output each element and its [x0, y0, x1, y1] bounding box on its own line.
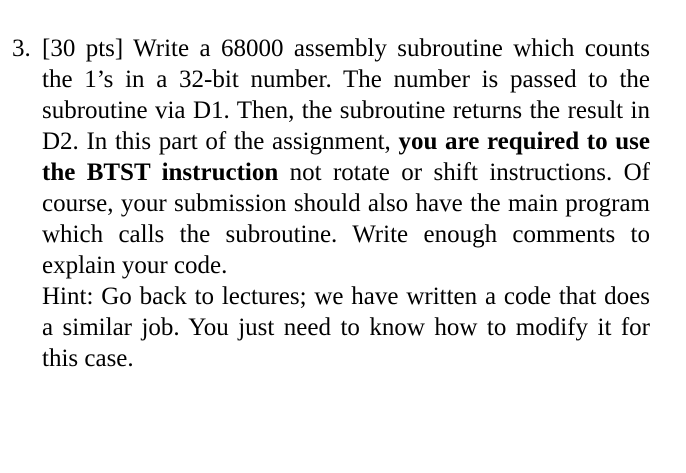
question-body: [42, 33, 650, 374]
prompt-text-before: Write a 68000 assembly subroutine which counts the 1’s in a 32-bit number. The number is passed to the subroutine via D1. Then, the subroutine returns the result in D2. In this part of the assignment,: [42, 35, 650, 155]
prompt-text-after: not rotate or shift instructions. Of course, your submission should also have the main program which calls the subroutine. Write enough comments to explain your code.: [42, 159, 650, 279]
question-prompt: [42, 33, 650, 281]
question-points: [30 pts]: [42, 35, 124, 62]
prompt-bold-requirement: you are required to use the BTST instruction: [42, 128, 651, 186]
question-hint: Hint: Go back to lectures; we have written a code that does a similar job. You just need to know how to modify it for this case.: [42, 283, 650, 372]
question-number: 3.: [12, 35, 31, 62]
question-3: [12, 33, 650, 374]
